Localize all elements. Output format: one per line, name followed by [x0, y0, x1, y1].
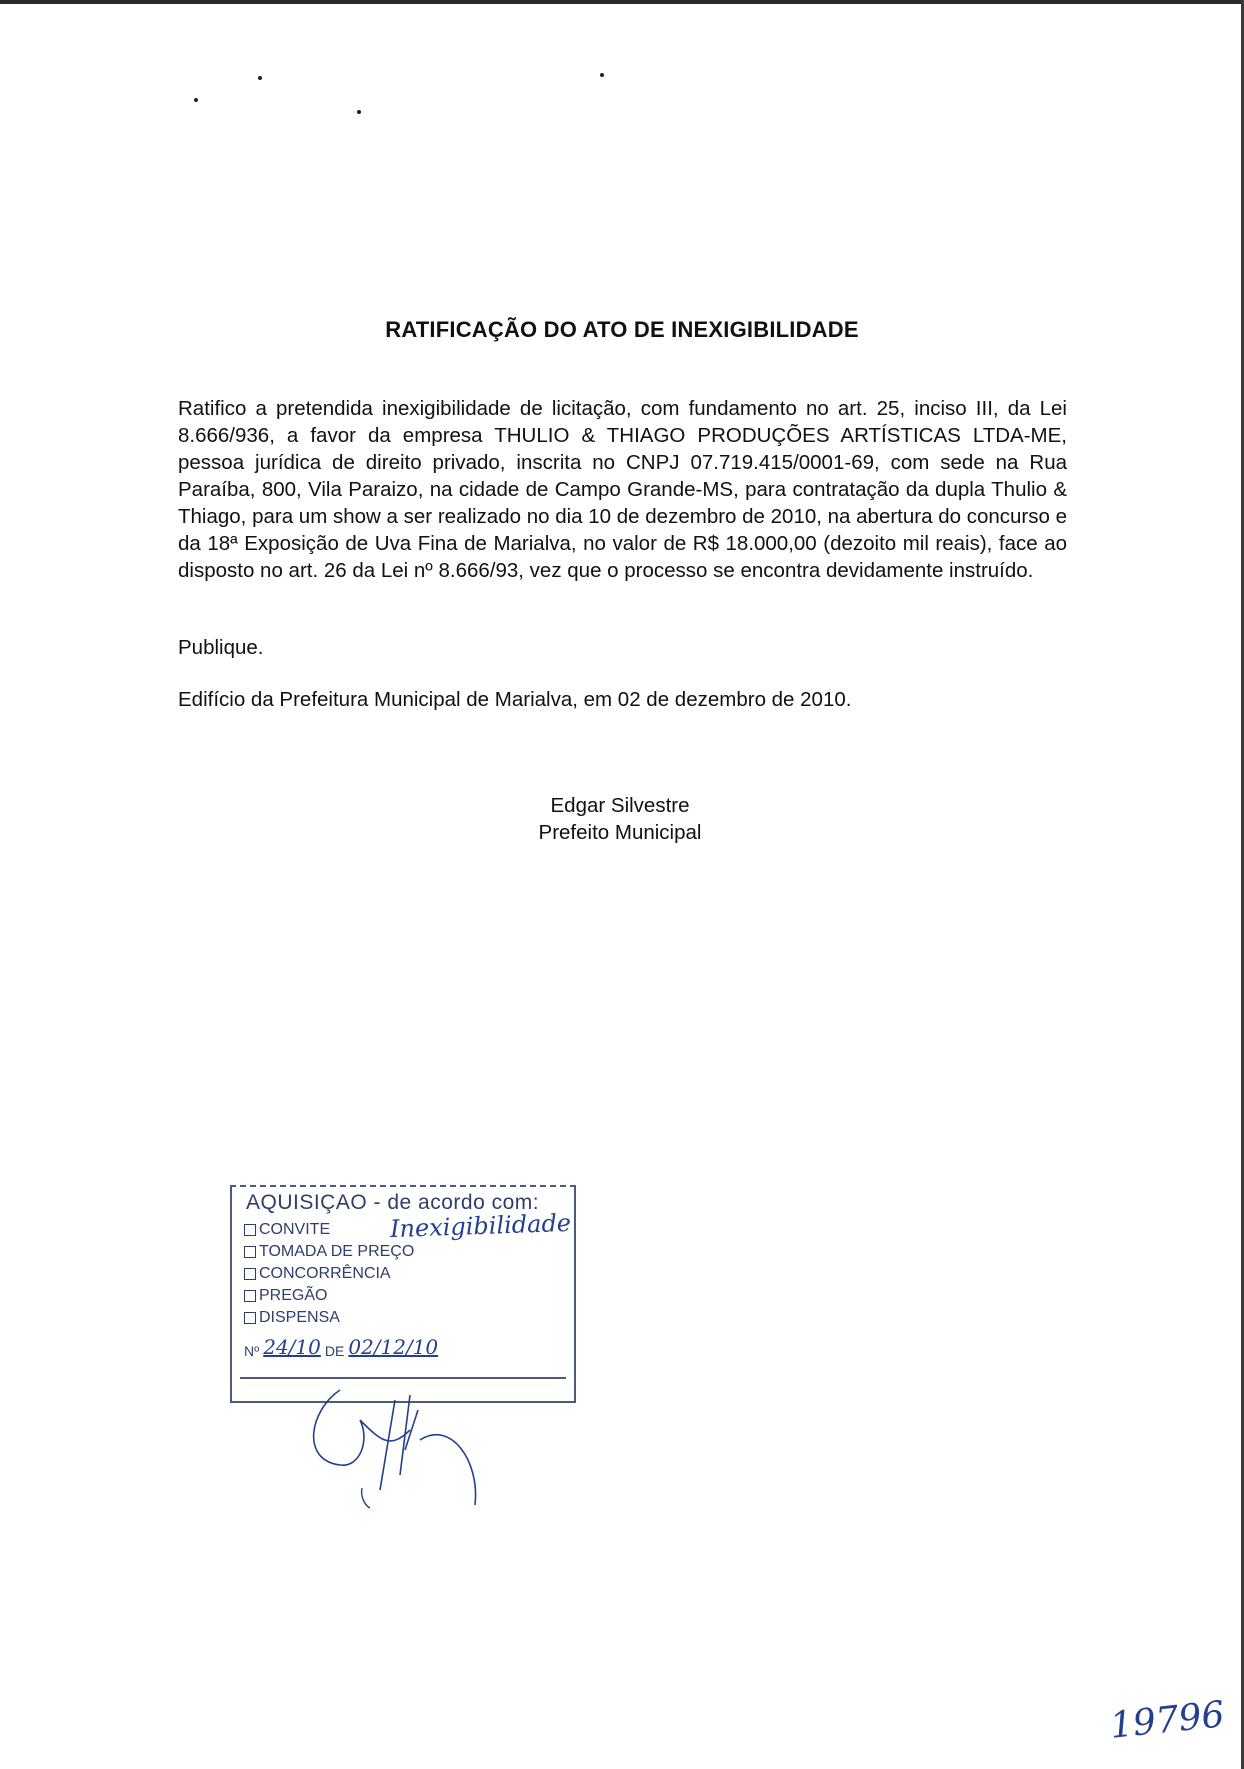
stamp-title: AQUISIÇAO - de acordo com:: [246, 1191, 540, 1214]
stamp-number-line: [244, 1335, 438, 1359]
document-body: Ratifico a pretendida inexigibilidade de licitação, com fundamento no art. 25, inciso III, da Lei 8.666/936, a favor da empresa THULIO & THIAGO PRODUÇÕES ARTÍSTICAS LTDA-ME, pessoa jurídica de direito privado, inscrita no CNPJ 07.719.415/0001-69, com sede na Rua Paraíba, 800, Vila Paraizo, na cidade de Campo Grande-MS, para contratação da dupla Thulio & Thiago, para um show a ser realizado no dia 10 de dezembro de 2010, na abertura do concurso e da 18ª Exposição de Uva Fina de Marialva, no valor de R$ 18.000,00 (dezoito mil reais), face ao disposto no art. 26 da Lei nº 8.666/93, vez que o processo se encontra devidamente instruído.: [178, 397, 1067, 582]
checkbox-icon: [244, 1312, 256, 1324]
stamp-option: TOMADA DE PREÇO: [244, 1243, 414, 1261]
handwritten-signature: [300, 1380, 500, 1510]
page-number: 19796: [1108, 1694, 1227, 1747]
checkbox-icon: [244, 1268, 256, 1280]
document-title: RATIFICAÇÃO DO ATO DE INEXIGIBILIDADE: [385, 317, 859, 342]
checkbox-icon: [244, 1246, 256, 1258]
checkbox-icon: [244, 1224, 256, 1236]
scan-speck: [600, 73, 604, 77]
checkbox-icon: [244, 1290, 256, 1302]
handwritten-option: Inexigibilidade: [389, 1208, 572, 1244]
closing-text: Publique.: [178, 636, 264, 659]
stamp-option: CONVITE: [244, 1221, 330, 1239]
number-label: Nº: [244, 1343, 260, 1359]
signatory-role: Prefeito Municipal: [538, 821, 702, 844]
scan-speck: [258, 76, 262, 80]
scan-speck: [357, 110, 361, 114]
scan-border-top: [0, 0, 1244, 4]
stamp-option: CONCORRÊNCIA: [244, 1265, 391, 1283]
stamp-option: PREGÃO: [244, 1287, 327, 1305]
place-date: Edifício da Prefeitura Municipal de Marialva, em 02 de dezembro de 2010.: [178, 688, 852, 711]
stamp-divider: [240, 1377, 566, 1379]
scan-speck: [194, 98, 198, 102]
stamp-date: 02/12/10: [348, 1335, 439, 1359]
signatory-name: Edgar Silvestre: [550, 794, 690, 817]
stamp-option: DISPENSA: [244, 1309, 340, 1327]
date-label: DE: [324, 1343, 345, 1359]
signature-block: [539, 792, 702, 846]
stamp-number: 24/10: [263, 1335, 321, 1359]
